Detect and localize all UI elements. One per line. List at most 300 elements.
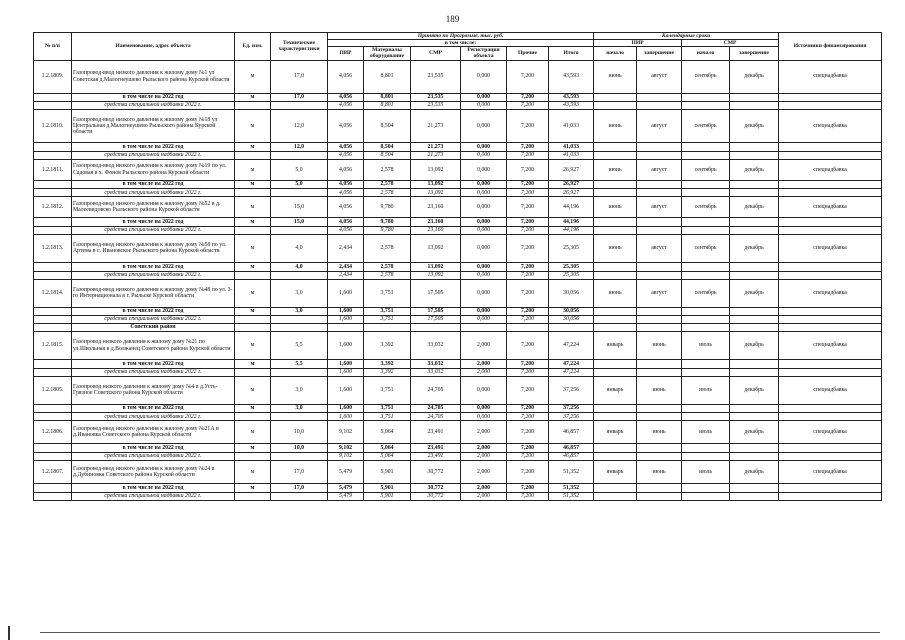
object-row xyxy=(34,159,882,180)
empty-cell xyxy=(779,413,882,421)
object-total: 30,056 xyxy=(549,279,594,307)
year-total-total: 44,196 xyxy=(549,218,594,227)
year-total-total: 46,857 xyxy=(549,444,594,453)
object-source: спецнадбавка xyxy=(779,159,882,180)
empty-cell xyxy=(682,218,730,227)
year-total-materials: 8,504 xyxy=(364,143,411,152)
object-total: 26,927 xyxy=(549,159,594,180)
year-total-total: 25,305 xyxy=(549,262,594,271)
object-name: Газопровод-ввод низкого давления к жилому дому №19 по ул. Садовая в х. Фонов Рыльского района Курской области xyxy=(72,159,235,180)
year-total-materials: 3,751 xyxy=(364,307,411,316)
special-other: 7,200 xyxy=(507,271,549,279)
object-pir: 4,056 xyxy=(328,110,364,143)
empty-cell xyxy=(34,93,72,102)
empty-cell xyxy=(271,102,328,110)
object-unit: м xyxy=(235,159,271,180)
year-total-label: в том числе на 2022 год xyxy=(72,143,235,152)
object-smr-end: декабрь xyxy=(730,159,779,180)
empty-cell xyxy=(637,316,682,324)
year-total-total: 37,256 xyxy=(549,404,594,413)
special-funds-label: средства специальной надбавки 2022 г. xyxy=(72,271,235,279)
object-registration: 0,000 xyxy=(461,376,507,404)
object-smr: 23,535 xyxy=(411,60,461,93)
empty-cell xyxy=(34,180,72,189)
year-total-unit: м xyxy=(235,444,271,453)
special-registration: 0,000 xyxy=(461,102,507,110)
object-smr-end: декабрь xyxy=(730,421,779,444)
year-total-registration: 2,000 xyxy=(461,360,507,369)
object-smr-end: декабрь xyxy=(730,197,779,218)
object-id: 1.2.1812. xyxy=(34,197,72,218)
empty-cell xyxy=(730,151,779,159)
object-total: 37,256 xyxy=(549,376,594,404)
special-funds-row xyxy=(34,368,882,376)
object-row xyxy=(34,279,882,307)
year-total-other: 7,200 xyxy=(507,218,549,227)
empty-cell xyxy=(34,189,72,197)
object-source: спецнадбавка xyxy=(779,279,882,307)
empty-cell xyxy=(235,368,271,376)
special-other: 7,200 xyxy=(507,151,549,159)
empty-cell xyxy=(779,143,882,152)
empty-cell xyxy=(682,444,730,453)
special-materials: 8,504 xyxy=(364,151,411,159)
empty-cell xyxy=(637,180,682,189)
empty-cell xyxy=(637,404,682,413)
special-funds-label: средства специальной надбавки 2022 г. xyxy=(72,102,235,110)
empty-cell xyxy=(779,102,882,110)
object-name: Газопровод-ввод низкого давления к жилому дому №1 ул Советская д.Малогнеушево Рыльского района Курской области xyxy=(72,60,235,93)
object-tech: 17,0 xyxy=(271,60,328,93)
object-smr-start: сентябрь xyxy=(682,60,730,93)
year-total-other: 7,200 xyxy=(507,143,549,152)
year-total-other: 7,200 xyxy=(507,404,549,413)
empty-cell xyxy=(730,102,779,110)
object-pir-end: август xyxy=(637,159,682,180)
special-funds-label: средства специальной надбавки 2022 г. xyxy=(72,226,235,234)
year-total-total: 41,033 xyxy=(549,143,594,152)
object-smr-start: сентябрь xyxy=(682,234,730,262)
year-total-tech: 15,0 xyxy=(271,218,328,227)
empty-cell xyxy=(271,452,328,460)
empty-cell xyxy=(637,444,682,453)
object-smr-start: июль xyxy=(682,376,730,404)
year-total-pir: 4,056 xyxy=(328,93,364,102)
empty-cell xyxy=(637,262,682,271)
special-registration: 0,000 xyxy=(461,189,507,197)
year-total-smr: 30,772 xyxy=(411,483,461,492)
header-sources: Источники финансирования xyxy=(779,33,882,61)
object-unit: м xyxy=(235,279,271,307)
object-smr: 17,505 xyxy=(411,279,461,307)
page-number: 189 xyxy=(445,14,460,24)
object-pir-start: январь xyxy=(594,460,637,483)
special-materials: 2,578 xyxy=(364,189,411,197)
year-total-other: 7,200 xyxy=(507,307,549,316)
object-total: 51,352 xyxy=(549,460,594,483)
year-total-materials: 8,801 xyxy=(364,93,411,102)
object-pir-end: июнь xyxy=(637,460,682,483)
object-unit: м xyxy=(235,197,271,218)
empty-cell xyxy=(594,226,637,234)
object-smr-start: сентябрь xyxy=(682,279,730,307)
year-total-pir: 1,600 xyxy=(328,360,364,369)
object-materials: 5,901 xyxy=(364,460,411,483)
header-end-smr: завершение xyxy=(730,47,779,60)
empty-cell xyxy=(594,492,637,500)
year-total-smr: 13,092 xyxy=(411,180,461,189)
empty-cell xyxy=(34,262,72,271)
object-materials: 2,578 xyxy=(364,159,411,180)
object-registration: 0,000 xyxy=(461,197,507,218)
page-edge xyxy=(0,626,905,640)
object-pir-start: июнь xyxy=(594,60,637,93)
empty-cell xyxy=(730,226,779,234)
empty-cell xyxy=(594,307,637,316)
object-pir-end: август xyxy=(637,279,682,307)
empty-cell xyxy=(637,218,682,227)
year-total-materials: 5,064 xyxy=(364,444,411,453)
special-other: 7,200 xyxy=(507,368,549,376)
special-total: 46,857 xyxy=(549,452,594,460)
empty-cell xyxy=(682,262,730,271)
empty-cell xyxy=(730,180,779,189)
year-total-smr: 23,160 xyxy=(411,218,461,227)
empty-cell xyxy=(779,316,882,324)
year-total-smr: 24,705 xyxy=(411,404,461,413)
object-name: Газопровод-ввод низкого давления к жилому дому №52 в д. Малеевидовско Рыльского района Курской области xyxy=(72,197,235,218)
special-smr: 33,032 xyxy=(411,368,461,376)
year-total-materials: 3,392 xyxy=(364,360,411,369)
object-pir-end: август xyxy=(637,197,682,218)
object-smr-end: декабрь xyxy=(730,460,779,483)
year-total-tech: 5,5 xyxy=(271,360,328,369)
empty-cell xyxy=(730,444,779,453)
empty-cell xyxy=(34,143,72,152)
object-row xyxy=(34,421,882,444)
empty-cell xyxy=(682,483,730,492)
year-total-smr: 33,032 xyxy=(411,360,461,369)
special-materials: 3,392 xyxy=(364,368,411,376)
year-total-tech: 17,0 xyxy=(271,483,328,492)
object-row xyxy=(34,60,882,93)
year-total-pir: 9,102 xyxy=(328,444,364,453)
empty-cell xyxy=(730,189,779,197)
object-pir: 1,600 xyxy=(328,279,364,307)
special-total: 37,256 xyxy=(549,413,594,421)
object-smr-start: июль xyxy=(682,421,730,444)
year-total-smr: 13,092 xyxy=(411,262,461,271)
header-cal-smr: СМР xyxy=(682,40,779,47)
header-accepted: Принято по Программе, тыс. руб. xyxy=(328,33,594,40)
empty-cell xyxy=(271,189,328,197)
object-registration: 0,000 xyxy=(461,279,507,307)
special-pir: 4,056 xyxy=(328,102,364,110)
object-id: 1.2.1814. xyxy=(34,279,72,307)
object-source: спецнадбавка xyxy=(779,421,882,444)
year-total-unit: м xyxy=(235,143,271,152)
year-total-unit: м xyxy=(235,180,271,189)
special-other: 7,200 xyxy=(507,102,549,110)
object-unit: м xyxy=(235,110,271,143)
empty-cell xyxy=(730,262,779,271)
object-other: 7,200 xyxy=(507,460,549,483)
empty-cell xyxy=(779,262,882,271)
special-funds-row xyxy=(34,413,882,421)
empty-cell xyxy=(682,360,730,369)
year-total-registration: 0,000 xyxy=(461,180,507,189)
year-total-total: 30,056 xyxy=(549,307,594,316)
empty-cell xyxy=(637,307,682,316)
object-smr-start: сентябрь xyxy=(682,197,730,218)
special-smr: 23,160 xyxy=(411,226,461,234)
special-other: 7,200 xyxy=(507,492,549,500)
object-materials: 9,780 xyxy=(364,197,411,218)
empty-cell xyxy=(235,452,271,460)
special-total: 25,305 xyxy=(549,271,594,279)
object-name: Газопровод-ввод низкого давления к жилому дому №58 по ул. Артема в с. Ивановское Рыльского района Курской области xyxy=(72,234,235,262)
object-materials: 8,504 xyxy=(364,110,411,143)
header-unit: Ед. изм. xyxy=(235,33,271,61)
special-smr: 24,705 xyxy=(411,413,461,421)
object-pir-start: июнь xyxy=(594,279,637,307)
empty-cell xyxy=(730,271,779,279)
special-smr: 13,092 xyxy=(411,189,461,197)
special-total: 26,927 xyxy=(549,189,594,197)
empty-cell xyxy=(594,143,637,152)
object-total: 46,857 xyxy=(549,421,594,444)
header-tech: Технические характеристики xyxy=(271,33,328,61)
object-pir-start: январь xyxy=(594,421,637,444)
empty-cell xyxy=(34,218,72,227)
object-total: 43,593 xyxy=(549,60,594,93)
header-cal-pir: ПИР xyxy=(594,40,682,47)
empty-cell xyxy=(779,271,882,279)
object-id: 1.2.1810. xyxy=(34,110,72,143)
object-source: спецнадбавка xyxy=(779,110,882,143)
object-pir-end: август xyxy=(637,110,682,143)
empty-cell xyxy=(235,151,271,159)
year-total-registration: 0,000 xyxy=(461,143,507,152)
empty-cell xyxy=(730,368,779,376)
year-total-pir: 5,479 xyxy=(328,483,364,492)
object-other: 7,200 xyxy=(507,110,549,143)
empty-cell xyxy=(271,413,328,421)
empty-cell xyxy=(682,151,730,159)
object-pir: 4,056 xyxy=(328,159,364,180)
object-other: 7,200 xyxy=(507,60,549,93)
year-total-registration: 0,000 xyxy=(461,93,507,102)
year-total-registration: 2,000 xyxy=(461,483,507,492)
special-other: 7,200 xyxy=(507,452,549,460)
year-total-unit: м xyxy=(235,93,271,102)
year-total-row xyxy=(34,218,882,227)
object-unit: м xyxy=(235,60,271,93)
year-total-row xyxy=(34,404,882,413)
header-end: завершение xyxy=(637,47,682,60)
special-smr: 17,505 xyxy=(411,316,461,324)
special-registration: 2,000 xyxy=(461,452,507,460)
special-pir: 4,056 xyxy=(328,189,364,197)
year-total-row xyxy=(34,262,882,271)
year-total-label: в том числе на 2022 год xyxy=(72,307,235,316)
year-total-label: в том числе на 2022 год xyxy=(72,93,235,102)
special-funds-label: средства специальной надбавки 2022 г. xyxy=(72,452,235,460)
year-total-materials: 5,901 xyxy=(364,483,411,492)
year-total-total: 51,352 xyxy=(549,483,594,492)
object-registration: 2,000 xyxy=(461,460,507,483)
year-total-smr: 23,491 xyxy=(411,444,461,453)
year-total-smr: 21,273 xyxy=(411,143,461,152)
special-smr: 21,273 xyxy=(411,151,461,159)
special-pir: 2,434 xyxy=(328,271,364,279)
year-total-label: в том числе на 2022 год xyxy=(72,218,235,227)
year-total-smr: 17,505 xyxy=(411,307,461,316)
special-other: 7,200 xyxy=(507,316,549,324)
object-row xyxy=(34,376,882,404)
empty-cell xyxy=(594,102,637,110)
object-pir-start: июнь xyxy=(594,159,637,180)
empty-cell xyxy=(34,226,72,234)
empty-cell xyxy=(682,102,730,110)
year-total-unit: м xyxy=(235,404,271,413)
empty-cell xyxy=(779,93,882,102)
special-other: 7,200 xyxy=(507,226,549,234)
object-id: 1.2.1813. xyxy=(34,234,72,262)
empty-cell xyxy=(730,360,779,369)
object-other: 7,200 xyxy=(507,159,549,180)
object-smr: 13,092 xyxy=(411,234,461,262)
empty-cell xyxy=(235,226,271,234)
empty-cell xyxy=(779,218,882,227)
empty-cell xyxy=(34,151,72,159)
object-unit: м xyxy=(235,376,271,404)
empty-cell xyxy=(779,226,882,234)
header-smr: СМР xyxy=(411,47,461,60)
object-tech: 17,0 xyxy=(271,460,328,483)
empty-cell xyxy=(730,452,779,460)
object-smr: 13,092 xyxy=(411,159,461,180)
object-source: спецнадбавка xyxy=(779,332,882,360)
year-total-tech: 10,0 xyxy=(271,444,328,453)
empty-cell xyxy=(594,271,637,279)
object-registration: 0,000 xyxy=(461,234,507,262)
empty-cell xyxy=(682,143,730,152)
object-name: Газопровод-ввод низкого давления к жилому дому №24 в д.Дубиновка Советского района Курской области xyxy=(72,460,235,483)
object-pir-end: июнь xyxy=(637,421,682,444)
special-funds-row xyxy=(34,102,882,110)
year-total-unit: м xyxy=(235,262,271,271)
empty-cell xyxy=(730,316,779,324)
empty-cell xyxy=(682,413,730,421)
special-funds-row xyxy=(34,189,882,197)
object-smr: 30,772 xyxy=(411,460,461,483)
year-total-other: 7,200 xyxy=(507,93,549,102)
year-total-row xyxy=(34,444,882,453)
object-id: 1.2.1815. xyxy=(34,332,72,360)
object-name: Газопровод низкого давления к жилому дому №21 по ул.Школьная в д.Волжанец Советского района Курской области xyxy=(72,332,235,360)
empty-cell xyxy=(779,189,882,197)
empty-cell xyxy=(271,151,328,159)
year-total-unit: м xyxy=(235,483,271,492)
object-pir-start: июнь xyxy=(594,234,637,262)
object-id: 1.2.1805. xyxy=(34,376,72,404)
special-total: 41,033 xyxy=(549,151,594,159)
region-row-group xyxy=(34,324,882,332)
object-source: спецнадбавка xyxy=(779,60,882,93)
edge-mark xyxy=(8,626,10,640)
special-funds-row xyxy=(34,316,882,324)
object-pir: 5,479 xyxy=(328,460,364,483)
object-pir-start: январь xyxy=(594,376,637,404)
empty-cell xyxy=(594,316,637,324)
empty-cell xyxy=(594,189,637,197)
empty-cell xyxy=(271,271,328,279)
object-materials: 5,064 xyxy=(364,421,411,444)
object-materials: 2,578 xyxy=(364,234,411,262)
empty-cell xyxy=(637,452,682,460)
year-total-pir: 1,600 xyxy=(328,307,364,316)
empty-cell xyxy=(34,102,72,110)
empty-cell xyxy=(637,413,682,421)
special-funds-row xyxy=(34,452,882,460)
empty-cell xyxy=(682,452,730,460)
empty-cell xyxy=(682,226,730,234)
object-tech: 3,0 xyxy=(271,376,328,404)
year-total-materials: 3,751 xyxy=(364,404,411,413)
object-tech: 5,5 xyxy=(271,332,328,360)
empty-cell xyxy=(594,151,637,159)
object-other: 7,200 xyxy=(507,421,549,444)
object-smr: 23,491 xyxy=(411,421,461,444)
special-pir: 1,600 xyxy=(328,316,364,324)
object-name: Газопровод-ввод низкого давления к жилому дому №48 по ул. 3-го Интернационала в г. Рыльске Курской области xyxy=(72,279,235,307)
special-funds-row xyxy=(34,492,882,500)
empty-cell xyxy=(594,218,637,227)
empty-cell xyxy=(34,368,72,376)
empty-cell xyxy=(682,93,730,102)
object-pir-end: август xyxy=(637,60,682,93)
empty-cell xyxy=(779,404,882,413)
year-total-unit: м xyxy=(235,307,271,316)
empty-cell xyxy=(271,316,328,324)
year-total-tech: 3,0 xyxy=(271,307,328,316)
empty-cell xyxy=(779,307,882,316)
object-unit: м xyxy=(235,332,271,360)
empty-cell xyxy=(271,368,328,376)
empty-cell xyxy=(637,483,682,492)
special-other: 7,200 xyxy=(507,189,549,197)
year-total-total: 47,224 xyxy=(549,360,594,369)
object-materials: 3,751 xyxy=(364,279,411,307)
object-source: спецнадбавка xyxy=(779,234,882,262)
header-other: Прочие xyxy=(507,47,549,60)
object-pir: 2,434 xyxy=(328,234,364,262)
empty-cell xyxy=(682,492,730,500)
empty-cell xyxy=(594,360,637,369)
year-total-other: 7,200 xyxy=(507,262,549,271)
year-total-tech: 5,0 xyxy=(271,180,328,189)
year-total-pir: 4,056 xyxy=(328,218,364,227)
object-other: 7,200 xyxy=(507,376,549,404)
header-calendar: Календарные сроки xyxy=(594,33,779,40)
object-row xyxy=(34,332,882,360)
year-total-pir: 4,056 xyxy=(328,180,364,189)
empty-cell xyxy=(730,218,779,227)
object-name: Газопровод-ввод низкого давления к жилому дому №21А в д.Ивановка Советского района Курской области xyxy=(72,421,235,444)
table-body-rylsk xyxy=(34,60,882,324)
year-total-other: 7,200 xyxy=(507,180,549,189)
